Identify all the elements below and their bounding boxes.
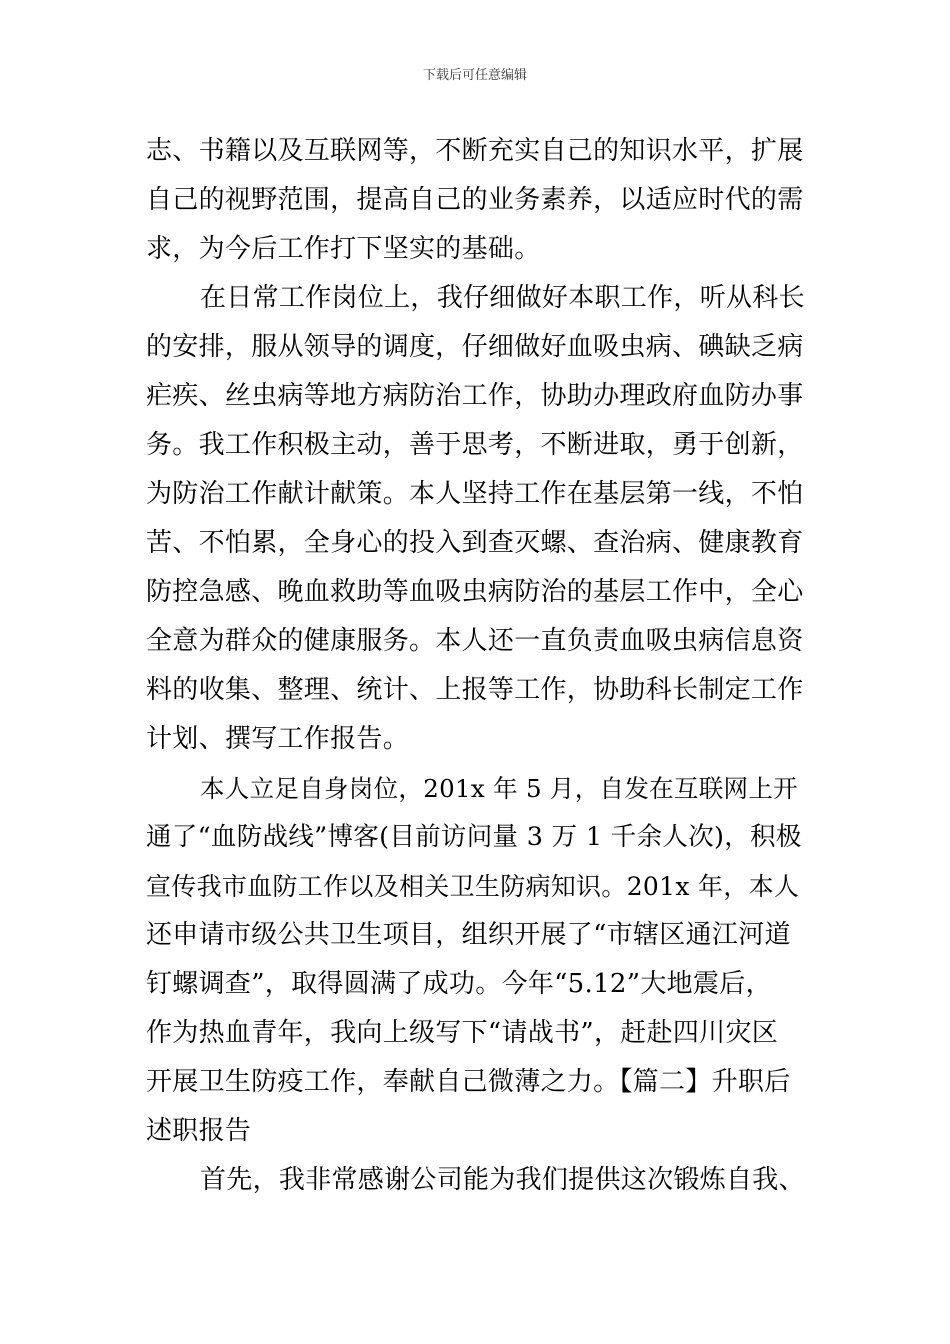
text-line: 还申请市级公共卫生项目，组织开展了“市辖区通江河道 <box>146 920 791 950</box>
text-line: 通了“血防战线”博客(目前访问量 3 万 1 千余人次)，积极 <box>146 822 802 852</box>
text-line: 述职报告 <box>146 1116 252 1146</box>
text-line: 为防治工作献计献策。本人坚持工作在基层第一线，不怕 <box>146 479 804 509</box>
text-line: 自己的视野范围，提高自己的业务素养，以适应时代的需 <box>146 185 804 215</box>
text-line: 在日常工作岗位上，我仔细做好本职工作，听从科长 <box>200 283 805 313</box>
text-line: 苦、不怕累，全身心的投入到查灭螺、查治病、健康教育 <box>146 528 804 558</box>
text-line: 作为热血青年，我向上级写下“请战书”，赶赴四川灾区 <box>146 1018 779 1048</box>
text-line: 务。我工作积极主动，善于思考，不断进取，勇于创新， <box>146 430 804 460</box>
text-line: 防控急感、晚血救助等血吸虫病防治的基层工作中，全心 <box>146 577 804 607</box>
text-line: 的安排，服从领导的调度，仔细做好血吸虫病、碘缺乏病 <box>146 332 804 362</box>
text-line: 志、书籍以及互联网等，不断充实自己的知识水平，扩展 <box>146 136 804 166</box>
text-line: 本人立足自身岗位，201x 年 5 月，自发在互联网上开 <box>200 774 798 803</box>
text-line: 料的收集、整理、统计、上报等工作，协助科长制定工作 <box>146 675 804 705</box>
text-line: 疟疾、丝虫病等地方病防治工作，协助办理政府血防办事 <box>146 381 804 411</box>
text-line: 开展卫生防疫工作，奉献自己微薄之力。【篇二】升职后 <box>146 1067 791 1097</box>
text-line: 计划、撰写工作报告。 <box>146 724 410 754</box>
page-header: 下载后可任意编辑 <box>422 68 527 83</box>
text-line: 全意为群众的健康服务。本人还一直负责血吸虫病信息资 <box>146 626 804 656</box>
text-line: 钉螺调查”，取得圆满了成功。今年“5.12”大地震后， <box>146 969 772 999</box>
body-text <box>146 127 806 1205</box>
text-line: 求，为今后工作打下坚实的基础。 <box>146 234 541 264</box>
text-line: 首先，我非常感谢公司能为我们提供这次锻炼自我、 <box>200 1165 805 1195</box>
text-line: 宣传我市血防工作以及相关卫生防病知识。201x 年，本人 <box>146 872 800 901</box>
